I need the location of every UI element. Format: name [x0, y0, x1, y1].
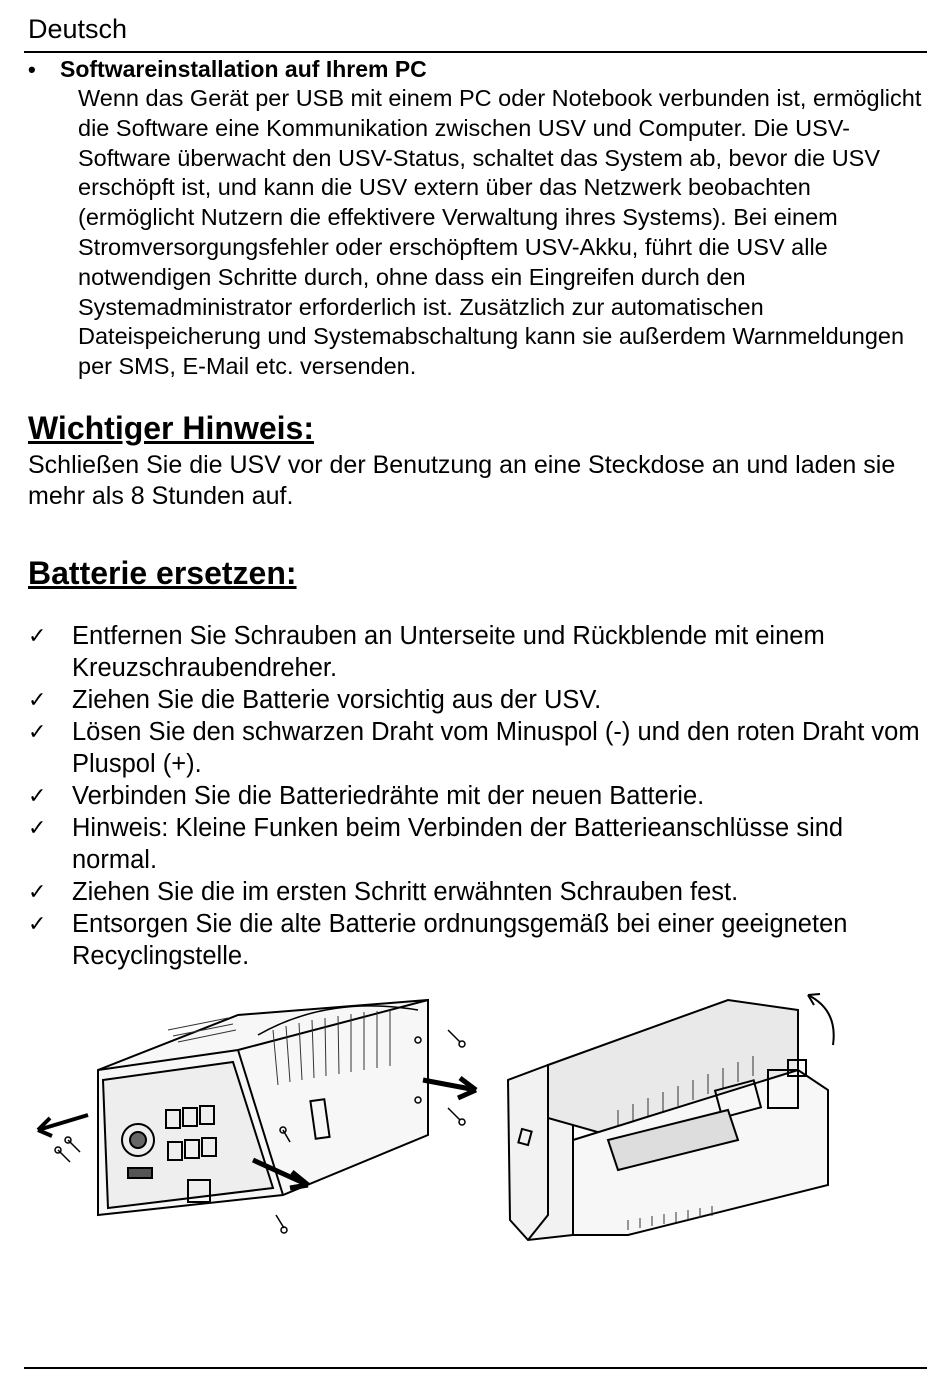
step-text: Entfernen Sie Schrauben an Unterseite und Rückblende mit einem Kreuzschraubendreher. — [72, 622, 825, 682]
step-text: Entsorgen Sie die alte Batterie ordnungsgemäß bei einer geeigneten Recyclingstelle. — [72, 910, 848, 970]
step-text: Ziehen Sie die im ersten Schritt erwähnten Schrauben fest. — [72, 878, 739, 906]
step-text: Ziehen Sie die Batterie vorsichtig aus der USV. — [72, 686, 602, 714]
software-heading-row — [28, 56, 928, 83]
header-rule — [24, 51, 927, 53]
footer-rule — [24, 1367, 927, 1369]
check-icon: ✓ — [28, 911, 47, 936]
step-text: Hinweis: Kleine Funken beim Verbinden der Batterieanschlüsse sind normal. — [72, 814, 844, 874]
note-heading: Wichtiger Hinweis: — [28, 410, 314, 446]
list-item — [28, 876, 928, 908]
ups-screws-drawing — [38, 1000, 476, 1233]
step-text: Lösen Sie den schwarzen Draht vom Minuspol (-) und den roten Draht vom Pluspol (+). — [72, 718, 920, 778]
list-item — [28, 812, 928, 876]
list-item — [28, 620, 928, 684]
bullet-icon: • — [28, 57, 36, 82]
language-label: Deutsch — [28, 14, 128, 44]
battery-replacement-illustration — [28, 990, 928, 1250]
list-item — [28, 780, 928, 812]
check-icon: ✓ — [28, 687, 47, 712]
software-paragraph: Wenn das Gerät per USB mit einem PC oder Notebook verbunden ist, ermöglicht die Software eine Kommunikation zwischen USV und Computer. Die USV-Software überwacht den USV-Status, schaltet das System ab, bevor die USV erschöpft ist, und kann die USV extern über das Netzwerk beobachten (ermöglicht Nutzern die effektivere Verwaltung ihres Systems). Bei einem Stromversorgungsfehler oder erschöpftem USV-Akku, führt die USV alle notwendigen Schritte durch, ohne dass ein Eingreifen durch den Systemadministrator erforderlich ist. Zusätzlich zur automatischen Dateispeicherung und Systemabschaltung kann sie außerdem Warnmeldungen per SMS, E-Mail etc. versenden. — [78, 85, 922, 380]
list-item — [28, 908, 928, 972]
check-icon: ✓ — [28, 623, 47, 648]
software-heading: Softwareinstallation auf Ihrem PC — [60, 56, 427, 82]
check-icon: ✓ — [28, 719, 47, 744]
check-icon: ✓ — [28, 879, 47, 904]
battery-heading: Batterie ersetzen: — [28, 555, 297, 591]
ups-open-drawing — [508, 994, 834, 1240]
check-icon: ✓ — [28, 815, 47, 840]
software-section — [28, 56, 928, 382]
check-icon: ✓ — [28, 783, 47, 808]
step-text: Verbinden Sie die Batteriedrähte mit der neuen Batterie. — [72, 782, 705, 810]
list-item — [28, 684, 928, 716]
list-item — [28, 716, 928, 780]
note-paragraph: Schließen Sie die USV vor der Benutzung an eine Steckdose an und laden sie mehr als 8 Stunden auf. — [28, 451, 896, 510]
battery-steps-list — [28, 620, 928, 972]
